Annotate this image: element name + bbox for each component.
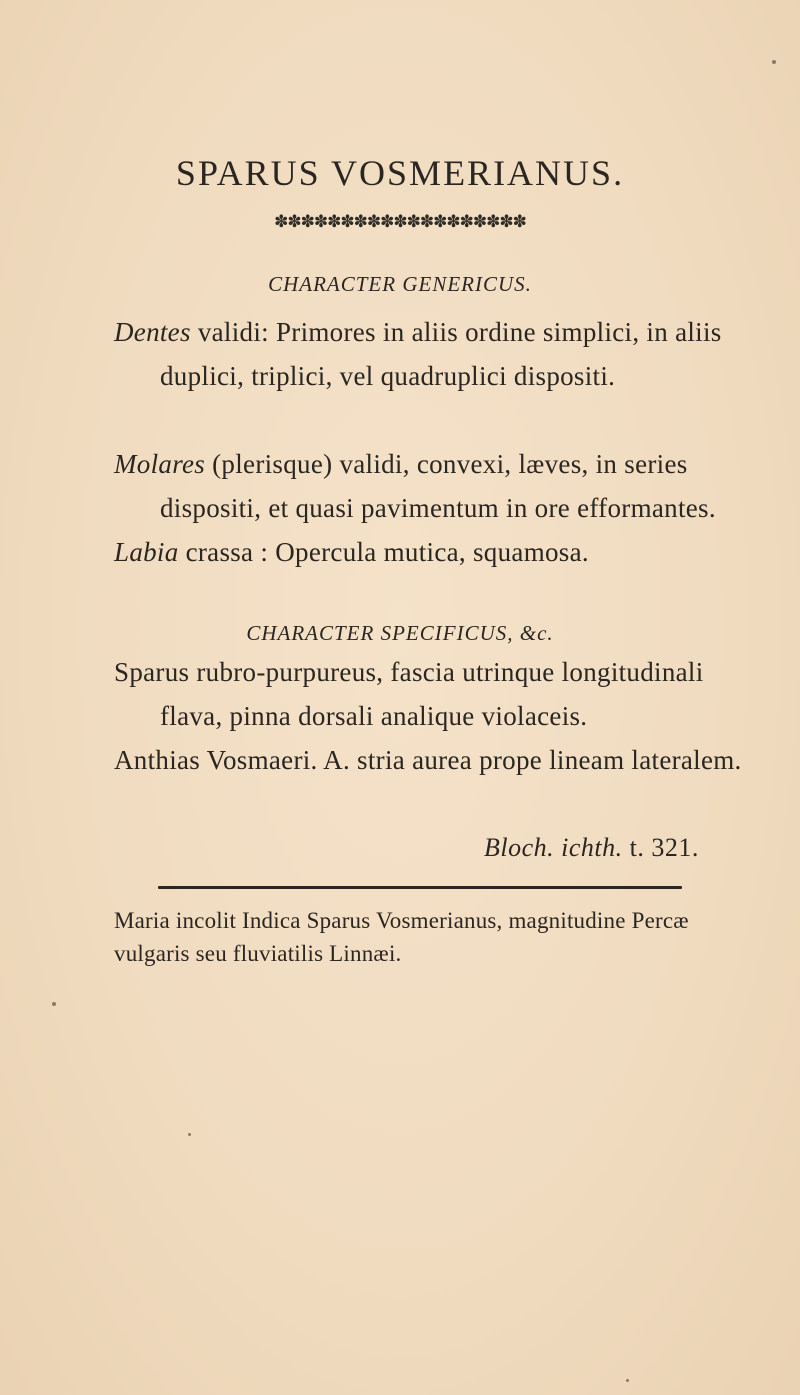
citation	[484, 826, 699, 870]
heading-character-specificus: CHARACTER SPECIFICUS, &c.	[246, 621, 554, 645]
paper-speck	[772, 60, 776, 64]
paragraph-molares	[114, 442, 750, 530]
paragraph-anthias: Anthias Vosmaeri. A. stria aurea prope lineam lateralem.	[114, 745, 742, 775]
paper-speck	[188, 1133, 191, 1136]
habitat-note: Maria incolit Indica Sparus Vosmerianus, magnitudine Percæ vulgaris seu fluviatilis Linnæi.	[114, 908, 689, 966]
ornament-stars: ✽✽✽✽✽✽✽✽✽✽✽✽✽✽✽✽✽✽✽	[274, 212, 526, 232]
paragraph-sparus: Sparus rubro-purpureus, fascia utrinque longitudinali flava, pinna dorsali analique violaceis.	[114, 657, 704, 731]
paper-speck	[52, 1002, 56, 1006]
horizontal-rule	[158, 886, 682, 889]
paragraph-labia	[114, 530, 750, 574]
heading-character-genericus: CHARACTER GENERICUS.	[268, 272, 532, 296]
citation-author: Bloch. ichth.	[484, 833, 623, 862]
page-title: SPARUS VOSMERIANUS.	[175, 153, 625, 193]
citation-ref: t. 321.	[622, 833, 699, 862]
text-dentes: validi: Primores in aliis ordine simplici, in aliis duplici, triplici, vel quadruplici dispositi.	[160, 317, 722, 391]
paper-speck	[626, 1379, 629, 1382]
term-labia: Labia	[114, 537, 179, 567]
text-labia: crassa : Opercula mutica, squamosa.	[178, 537, 589, 567]
term-dentes: Dentes	[114, 317, 191, 347]
text-molares: (plerisque) validi, convexi, læves, in series dispositi, et quasi pavimentum in ore efformantes.	[160, 449, 716, 523]
paragraph-dentes	[114, 310, 750, 398]
term-molares: Molares	[114, 449, 206, 479]
